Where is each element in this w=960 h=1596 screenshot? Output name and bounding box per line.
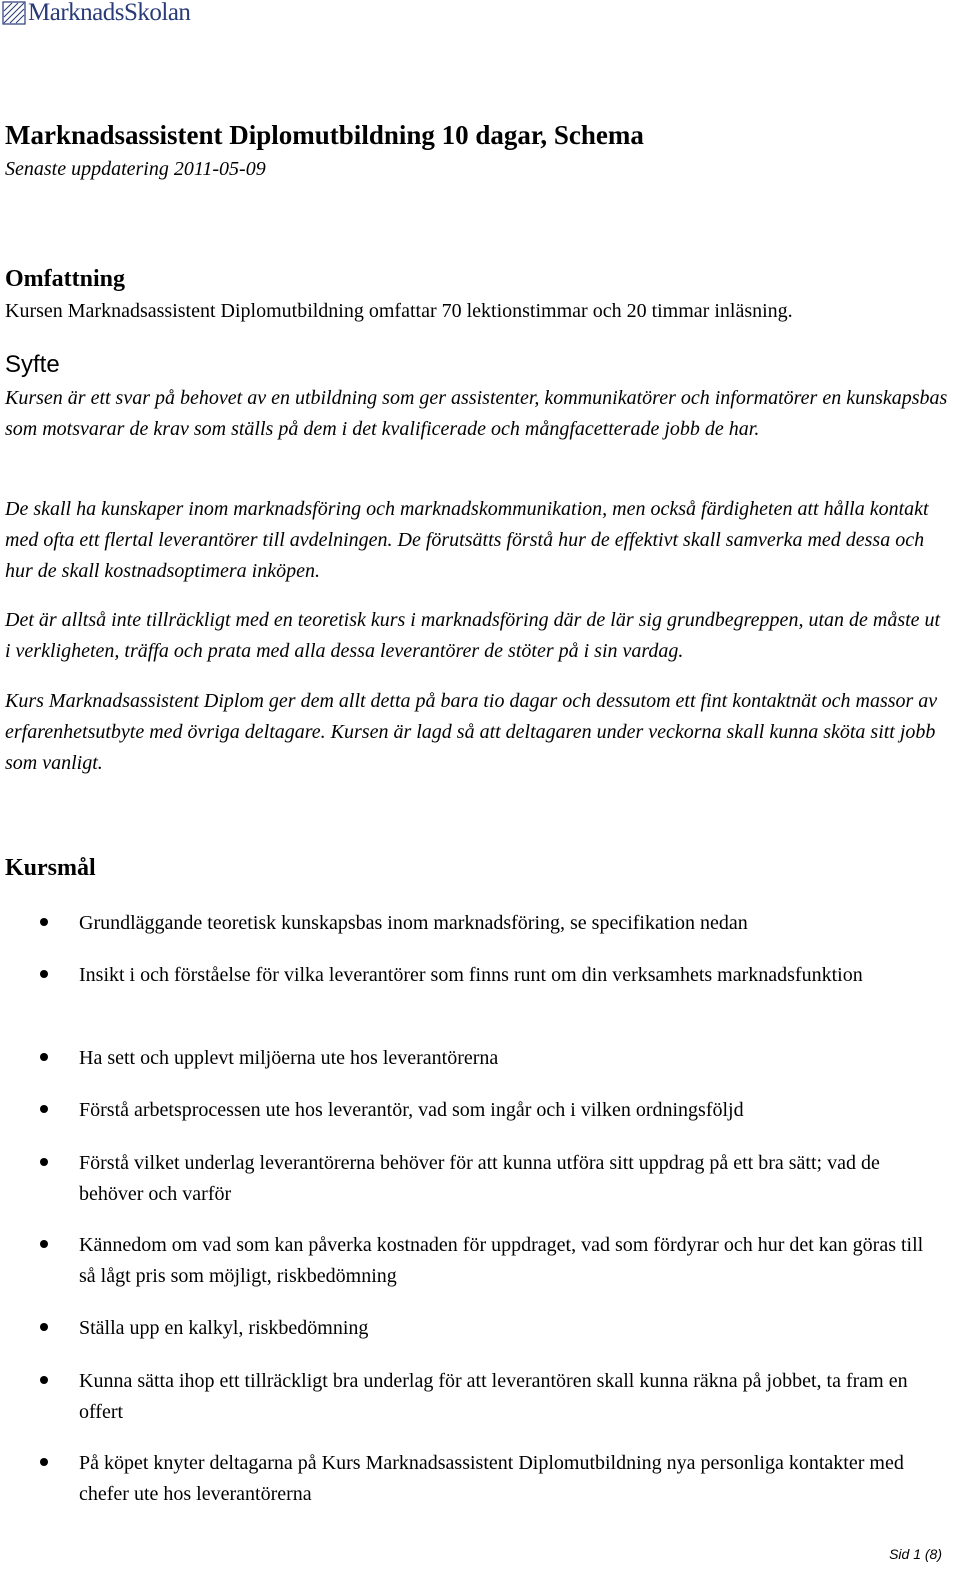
bullet-icon	[40, 1053, 48, 1061]
logo-text: MarknadsSkolan	[28, 0, 191, 26]
list-item-text: Kunna sätta ihop ett tillräckligt bra underlag för att leverantören skall kunna räkna på jobbet, ta fram en offert	[79, 1370, 908, 1423]
bullet-icon	[40, 1158, 48, 1166]
syfte-paragraph-3: Det är alltså inte tillräckligt med en teoretisk kurs i marknadsföring där de lär sig grundbegreppen, utan de måste ut i verkligheten, träffa och prata med alla dessa leverantörer de stöter på i sin vardag.	[5, 609, 941, 662]
list-item-text: På köpet knyter deltagarna på Kurs Marknadsassistent Diplomutbildning nya personliga kontakter med chefer ute hos leverantörerna	[79, 1452, 904, 1505]
syfte-paragraph-1: Kursen är ett svar på behovet av en utbildning som ger assistenter, kommunikatörer och informatörer en kunskapsbas som motsvarar de krav som ställs på dem i det kvalificerade och mångfacetterade jobb de har.	[5, 387, 948, 440]
list-item-text: Kännedom om vad som kan påverka kostnaden för uppdraget, vad som fördyrar och hur det kan göras till så lågt pris som möjligt, riskbedömning	[79, 1234, 924, 1287]
list-item-text: Insikt i och förståelse för vilka leverantörer som finns runt om din verksamhets marknadsfunktion	[79, 964, 863, 986]
list-item-text: Förstå vilket underlag leverantörerna behöver för att kunna utföra sitt uppdrag på ett bra sätt; vad de behöver och varför	[79, 1152, 880, 1205]
bullet-icon	[40, 1240, 48, 1248]
list-item-text: Grundläggande teoretisk kunskapsbas inom marknadsföring, se specifikation nedan	[79, 912, 748, 934]
bullet-icon	[40, 970, 48, 978]
bullet-icon	[40, 1458, 48, 1466]
bullet-icon	[40, 1105, 48, 1113]
bullet-icon	[40, 918, 48, 926]
bullet-icon	[40, 1323, 48, 1331]
bullet-icon	[40, 1376, 48, 1384]
list-item-text: Förstå arbetsprocessen ute hos leverantör, vad som ingår och i vilken ordningsföljd	[79, 1099, 744, 1121]
page-title: Marknadsassistent Diplomutbildning 10 dagar, Schema	[5, 120, 644, 150]
omfattning-text: Kursen Marknadsassistent Diplomutbildning omfattar 70 lektionstimmar och 20 timmar inläsning.	[5, 300, 793, 322]
omfattning-heading: Omfattning	[5, 266, 125, 292]
update-date: Senaste uppdatering 2011-05-09	[5, 158, 266, 180]
logo	[2, 0, 190, 26]
logo-emblem-icon	[2, 1, 26, 25]
list-item-text: Ha sett och upplevt miljöerna ute hos leverantörerna	[79, 1047, 499, 1069]
list-item-text: Ställa upp en kalkyl, riskbedömning	[79, 1317, 369, 1339]
page-number: Sid 1 (8)	[889, 1546, 942, 1562]
kursmal-heading: Kursmål	[5, 855, 96, 881]
syfte-heading: Syfte	[5, 351, 60, 378]
syfte-paragraph-4: Kurs Marknadsassistent Diplom ger dem allt detta på bara tio dagar och dessutom ett fint kontaktnät och massor av erfarenhetsutbyte med övriga deltagare. Kursen är lagd så att deltagaren under veckorna skall kunna sköta sitt jobb som vanligt.	[5, 690, 938, 774]
syfte-paragraph-2: De skall ha kunskaper inom marknadsföring och marknadskommunikation, men också färdigheten att hålla kontakt med ofta ett flertal leverantörer till avdelningen. De förutsätts förstå hur de effektivt skall samverka med dessa och hur de skall kostnadsoptimera inköpen.	[5, 498, 929, 582]
